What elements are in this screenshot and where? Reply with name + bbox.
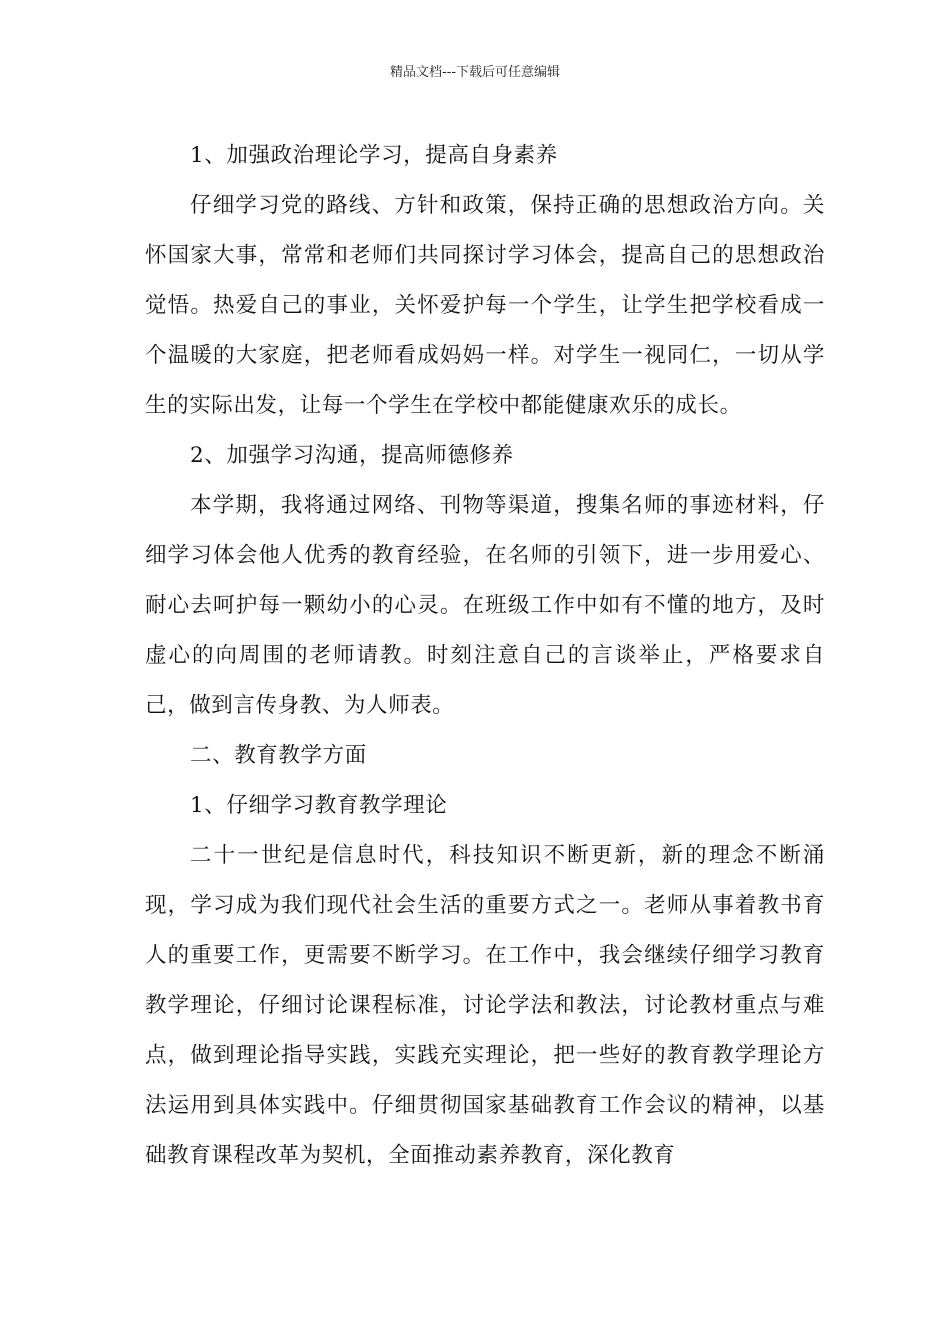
document-body	[145, 131, 825, 1181]
subsection-heading-theory: 1、仔细学习教育教学理论	[190, 793, 448, 818]
paragraph-communication: 本学期，我将通过网络、刊物等渠道，搜集名师的事迹材料，仔细学习体会他人优秀的教育经验，在名师的引领下，进一步用爱心、耐心去呵护每一颗幼小的心灵。在班级工作中如有不懂的地方，及时虚心的向周围的老师请教。时刻注意自己的言谈举止，严格要求自己，做到言传身教、为人师表。	[145, 493, 825, 718]
paragraph-theory: 二十一世纪是信息时代，科技知识不断更新，新的理念不断涌现，学习成为我们现代社会生活的重要方式之一。老师从事着教书育人的重要工作，更需要不断学习。在工作中，我会继续仔细学习教育教学理论，仔细讨论课程标准，讨论学法和教法，讨论教材重点与难点，做到理论指导实践，实践充实理论，把一些好的教育教学理论方法运用到具体实践中。仔细贯彻国家基础教育工作会议的精神，以基础教育课程改革为契机，全面推动素养教育，深化教育	[145, 843, 825, 1168]
section-heading-political-study: 1、加强政治理论学习，提高自身素养	[190, 143, 558, 168]
page-header: 精品文档---下载后可任意编辑	[389, 65, 561, 80]
paragraph-political-study: 仔细学习党的路线、方针和政策，保持正确的思想政治方向。关怀国家大事，常常和老师们共同探讨学习体会，提高自己的思想政治觉悟。热爱自己的事业，关怀爱护每一个学生，让学生把学校看成一个温暖的大家庭，把老师看成妈妈一样。对学生一视同仁，一切从学生的实际出发，让每一个学生在学校中都能健康欢乐的成长。	[145, 193, 825, 418]
section-heading-communication: 2、加强学习沟通，提高师德修养	[190, 443, 514, 468]
section-heading-teaching: 二、教育教学方面	[190, 743, 367, 768]
